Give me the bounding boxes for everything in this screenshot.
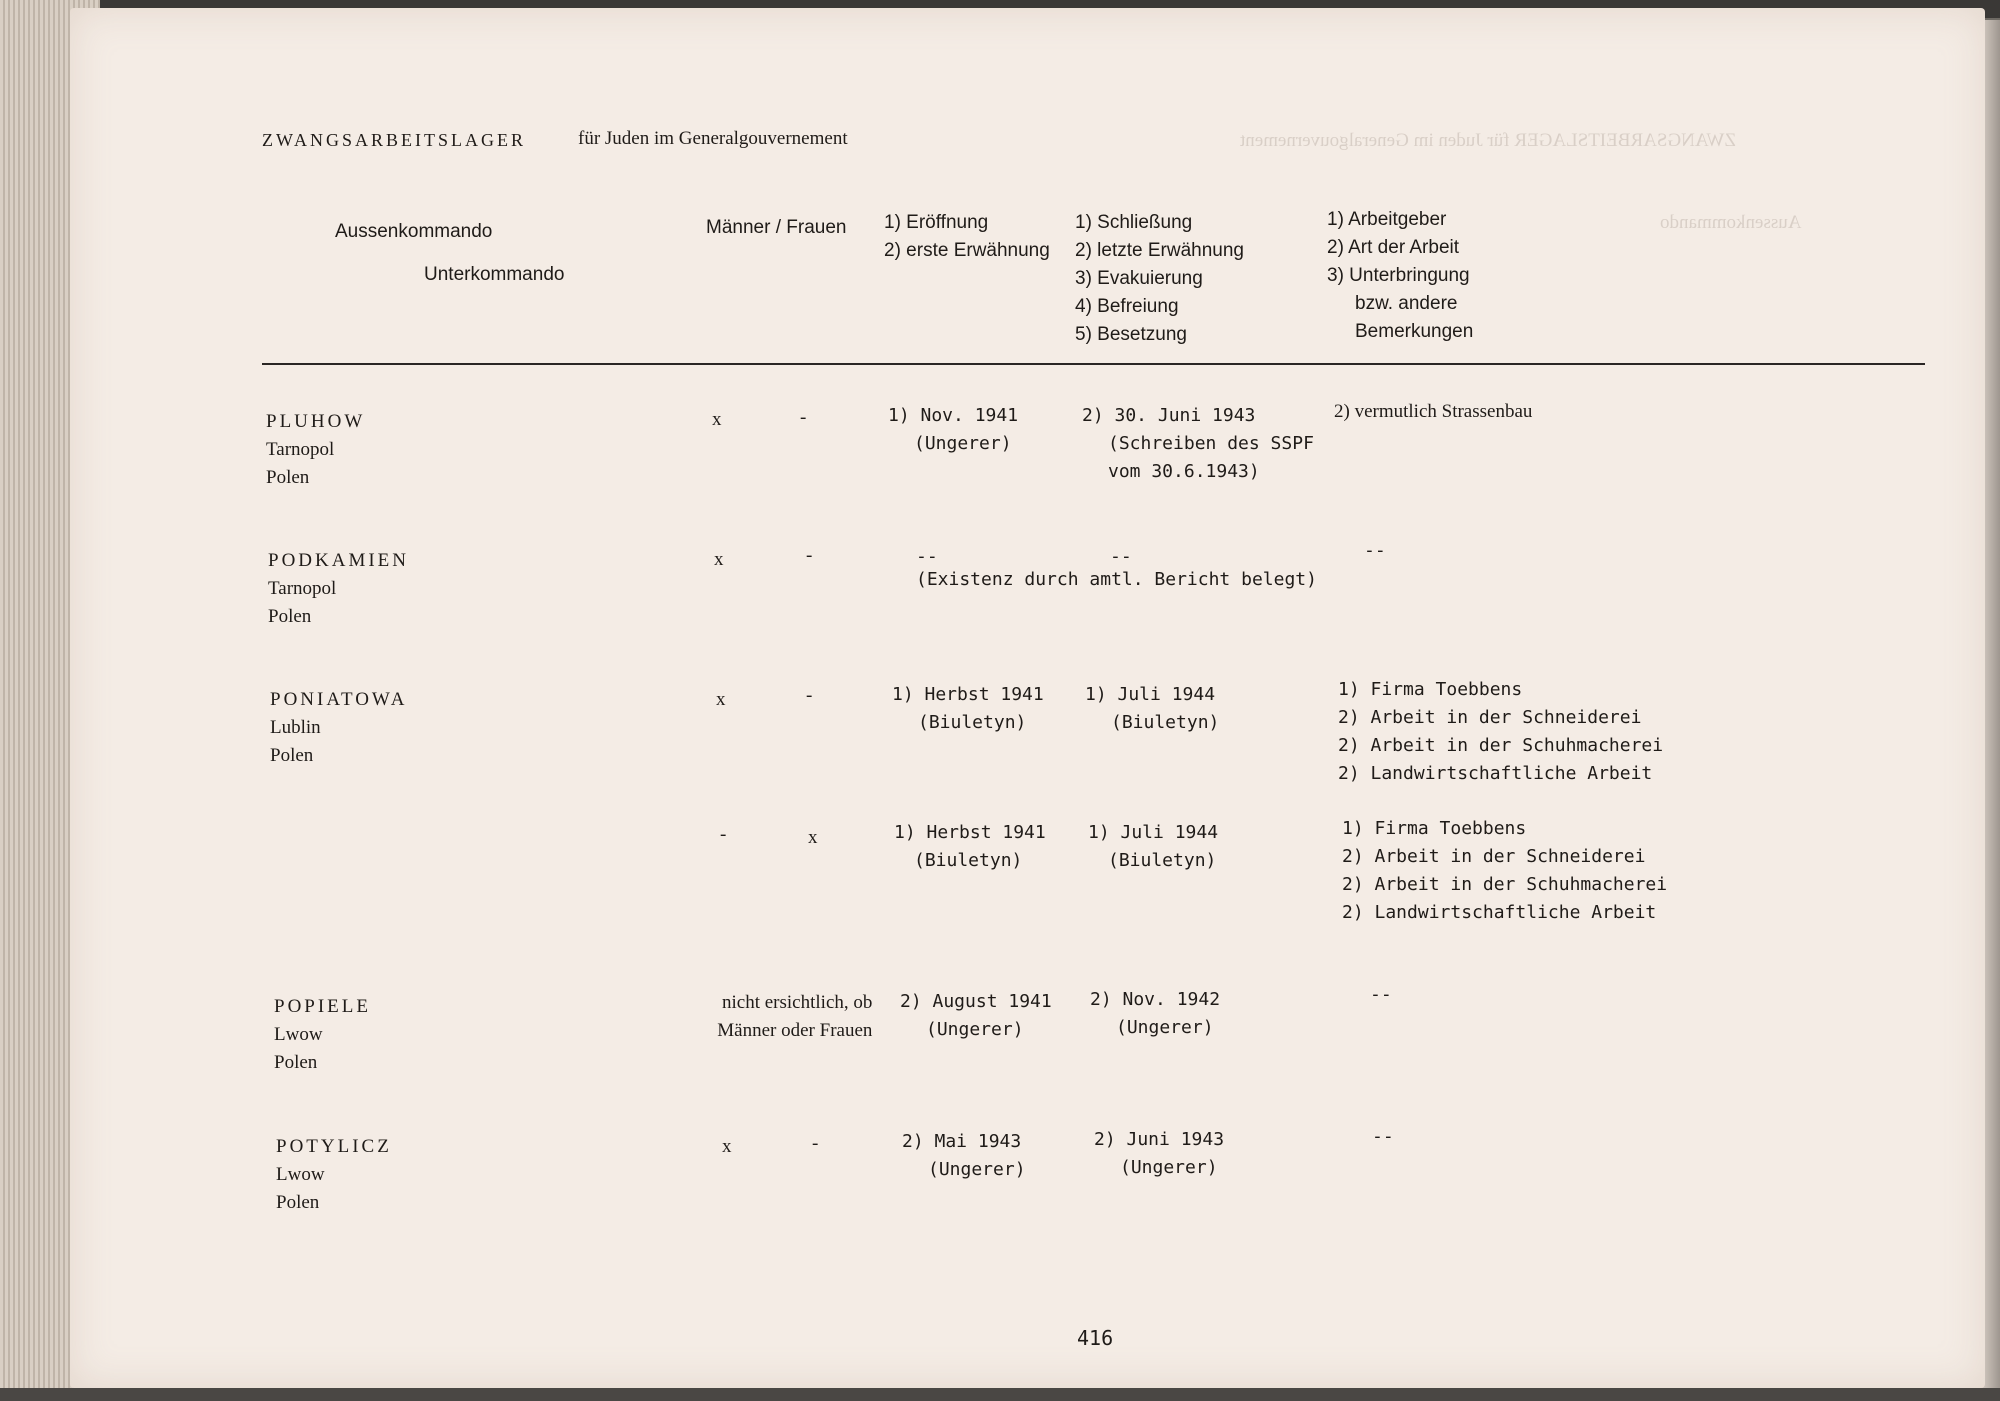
col-header-arbeitgeber: 1) Arbeitgeber 2) Art der Arbeit 3) Unterbringung bzw. andere Bemerkungen (1327, 209, 1474, 342)
row-podkamien-maenner: x (714, 549, 724, 570)
row-potylicz-location: POTYLICZ Lwow Polen (276, 1136, 392, 1213)
row-popiele-schliessung: 2) Nov. 1942 (Ungerer) (1090, 989, 1221, 1038)
row-poniatowa-women-bemerkungen: 1) Firma Toebbens 2) Arbeit in der Schneiderei 2) Arbeit in der Schuhmacherei 2) Landwirtschaftliche Arbeit (1342, 818, 1668, 923)
col-header-eroeffnung: 1) Eröffnung 2) erste Erwähnung (884, 212, 1050, 261)
row-pluhow-frauen: - (800, 407, 807, 428)
row-popiele-eroeffnung: 2) August 1941 (Ungerer) (900, 991, 1052, 1040)
row-poniatowa-frauen: - (806, 685, 813, 706)
bleed-through-header: ZWANGSARBEITSLAGER für Juden im Generalgouvernement (1240, 130, 1737, 151)
row-podkamien-location: PODKAMIEN Tarnopol Polen (268, 550, 409, 627)
row-popiele-location: POPIELE Lwow Polen (274, 996, 371, 1073)
row-potylicz-maenner: x (722, 1136, 732, 1157)
row-poniatowa-women-schliessung: 1) Juli 1944 (Biuletyn) (1088, 822, 1219, 871)
row-pluhow-schliessung: 2) 30. Juni 1943 (Schreiben des SSPF vom 30.6.1943) (1082, 405, 1314, 482)
header-title-caps: ZWANGSARBEITSLAGER (262, 130, 526, 150)
row-potylicz-frauen: - (812, 1133, 819, 1154)
row-potylicz-eroeffnung: 2) Mai 1943 (Ungerer) (902, 1131, 1026, 1180)
header-title-rest: für Juden im Generalgouvernement (578, 128, 848, 149)
row-pluhow-eroeffnung: 1) Nov. 1941 (Ungerer) (888, 405, 1019, 454)
scanner-bottom-border (0, 1388, 2000, 1401)
row-poniatowa-location: PONIATOWA Lublin Polen (270, 689, 408, 766)
row-podkamien-note: (Existenz durch amtl. Bericht belegt) (916, 569, 1317, 590)
row-poniatowa-eroeffnung: 1) Herbst 1941 (Biuletyn) (892, 684, 1044, 733)
row-podkamien-bemerkungen: -- (1364, 540, 1386, 561)
row-poniatowa-women-maenner: - (720, 824, 727, 845)
row-popiele-maenner-frauen: nicht ersichtlich, ob Männer oder Frauen (717, 992, 873, 1041)
row-podkamien-frauen: - (806, 545, 813, 566)
row-poniatowa-women-frauen: x (808, 827, 818, 848)
row-podkamien-schliessung: -- (1110, 546, 1132, 567)
row-poniatowa-schliessung: 1) Juli 1944 (Biuletyn) (1085, 684, 1220, 733)
row-pluhow-location: PLUHOW Tarnopol Polen (266, 411, 366, 488)
col-header-schliessung: 1) Schließung 2) letzte Erwähnung 3) Evakuierung 4) Befreiung 5) Besetzung (1075, 212, 1244, 345)
row-podkamien-eroeffnung: -- (916, 546, 938, 567)
row-potylicz-bemerkungen: -- (1372, 1126, 1394, 1147)
row-pluhow-bemerkungen: 2) vermutlich Strassenbau (1334, 401, 1533, 422)
col-header-maenner-frauen: Männer / Frauen (706, 217, 847, 238)
page-number: 416 (1077, 1326, 1114, 1350)
row-pluhow-maenner: x (712, 409, 722, 430)
bleed-through-text: Aussenkommando (1660, 212, 1802, 233)
row-popiele-bemerkungen: -- (1370, 984, 1392, 1005)
col-header-aussenkommando: Aussenkommando (335, 221, 493, 242)
row-poniatowa-bemerkungen: 1) Firma Toebbens 2) Arbeit in der Schneiderei 2) Arbeit in der Schuhmacherei 2) Landwirtschaftliche Arbeit (1338, 679, 1664, 784)
row-poniatowa-women-eroeffnung: 1) Herbst 1941 (Biuletyn) (894, 822, 1046, 871)
row-potylicz-schliessung: 2) Juni 1943 (Ungerer) (1094, 1129, 1225, 1178)
row-poniatowa-maenner: x (716, 689, 726, 710)
header-rule (262, 363, 1925, 365)
col-header-unterkommando: Unterkommando (424, 264, 565, 285)
